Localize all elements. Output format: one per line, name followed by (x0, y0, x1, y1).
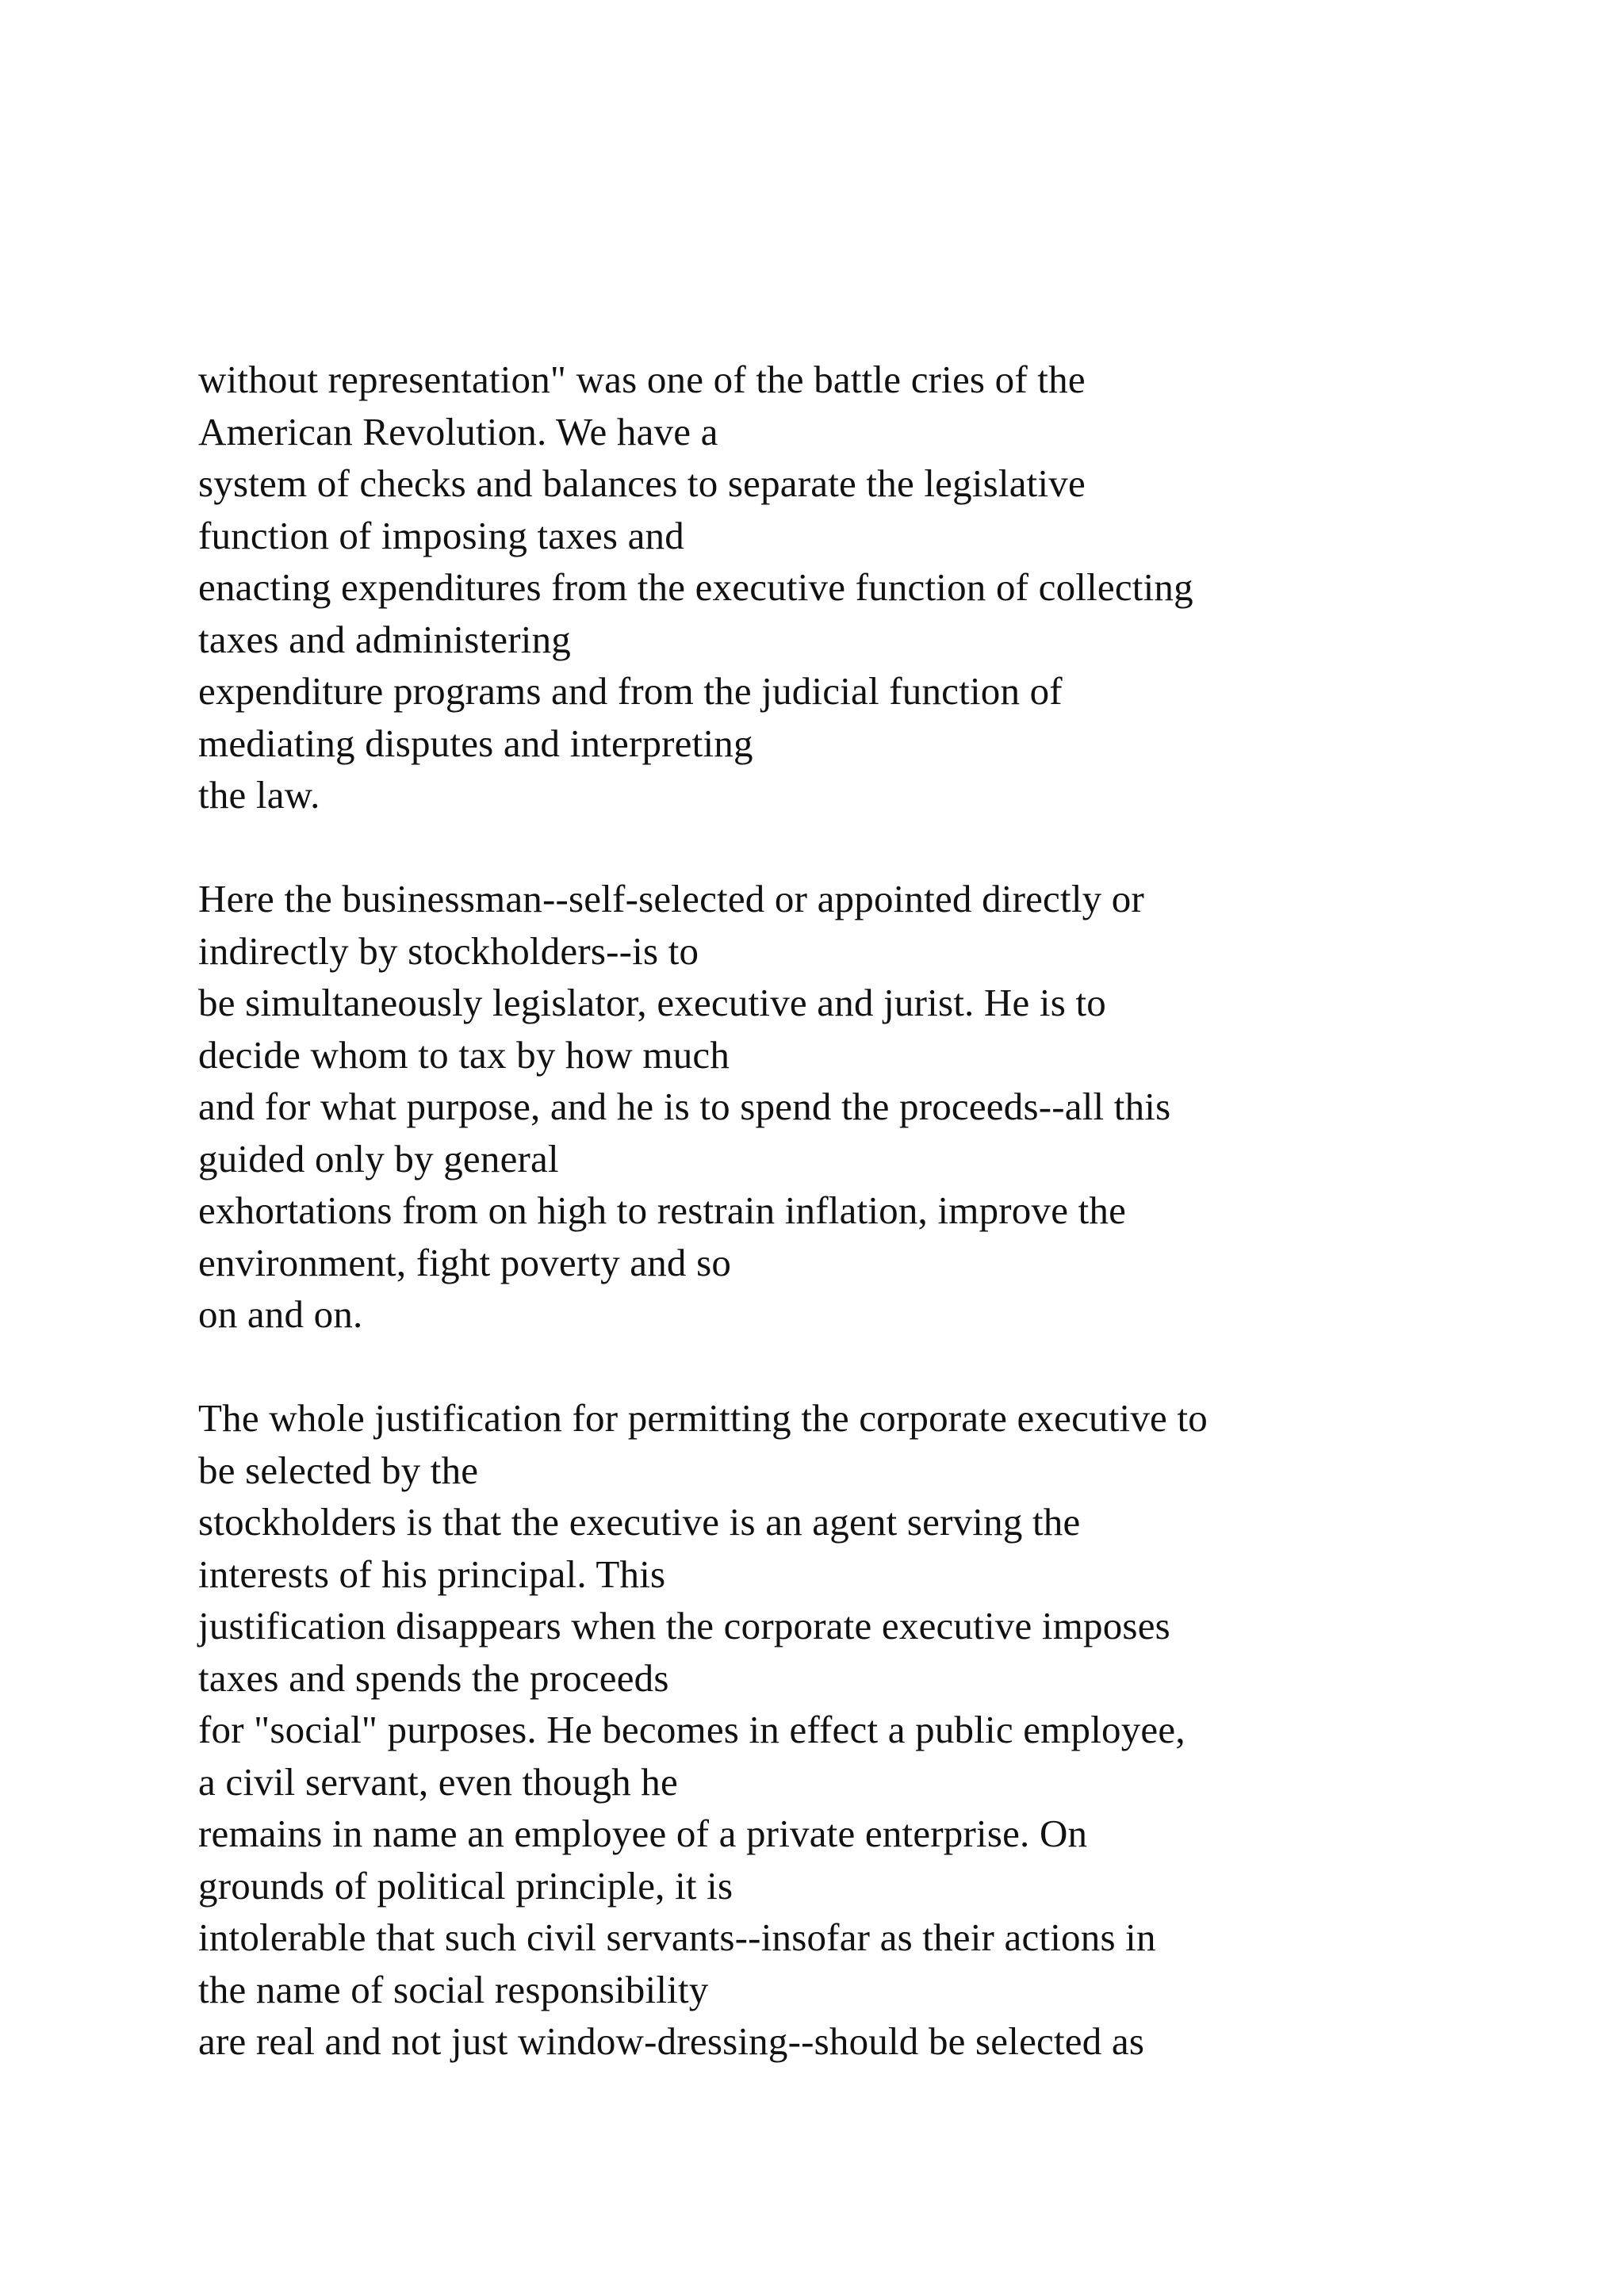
paragraph-spacer (198, 821, 1594, 874)
text-line: and for what purpose, and he is to spend the proceeds--all this (198, 1085, 1171, 1128)
text-line: interests of his principal. This (198, 1552, 666, 1596)
text-line: indirectly by stockholders--is to (198, 928, 699, 973)
text-line: American Revolution. We have a (198, 409, 718, 453)
text-line: decide whom to tax by how much (198, 1032, 730, 1077)
document-body (198, 354, 1594, 2068)
text-line: system of checks and balances to separate the legislative (198, 461, 1086, 505)
text-line: mediating disputes and interpreting (198, 721, 753, 765)
text-line: the name of social responsibility (198, 1967, 709, 2011)
text-line: The whole justification for permitting the corporate executive to (198, 1396, 1208, 1440)
text-line: grounds of political principle, it is (198, 1863, 733, 1908)
text-line: are real and not just window-dressing--should be selected as (198, 2019, 1145, 2063)
text-line: exhortations from on high to restrain inflation, improve the (198, 1188, 1127, 1232)
text-line: taxes and administering (198, 617, 571, 661)
text-line: on and on. (198, 1292, 363, 1336)
text-line: a civil servant, even though he (198, 1759, 678, 1804)
text-line: justification disappears when the corporate executive imposes (198, 1604, 1170, 1647)
paragraph-spacer (198, 1341, 1594, 1393)
text-line: expenditure programs and from the judicial function of (198, 669, 1063, 713)
text-line: Here the businessman--self-selected or appointed directly or (198, 877, 1145, 920)
text-line: without representation" was one of the battle cries of the (198, 358, 1086, 401)
paragraph-3 (198, 1392, 1594, 2068)
text-line: guided only by general (198, 1136, 559, 1181)
text-line: environment, fight poverty and so (198, 1240, 732, 1284)
text-line: stockholders is that the executive is an agent serving the (198, 1500, 1081, 1544)
paragraph-1 (198, 354, 1594, 821)
text-line: be simultaneously legislator, executive and jurist. He is to (198, 981, 1106, 1024)
text-line: enacting expenditures from the executive function of collecting (198, 565, 1193, 609)
text-line: intolerable that such civil servants--insofar as their actions in (198, 1915, 1156, 1959)
text-line: taxes and spends the proceeds (198, 1655, 669, 1700)
text-line: be selected by the (198, 1448, 479, 1492)
paragraph-2 (198, 873, 1594, 1341)
text-line: for "social" purposes. He becomes in effect a public employee, (198, 1708, 1185, 1751)
text-line: the law. (198, 773, 320, 817)
text-line: function of imposing taxes and (198, 513, 684, 557)
text-line: remains in name an employee of a private enterprise. On (198, 1812, 1088, 1855)
